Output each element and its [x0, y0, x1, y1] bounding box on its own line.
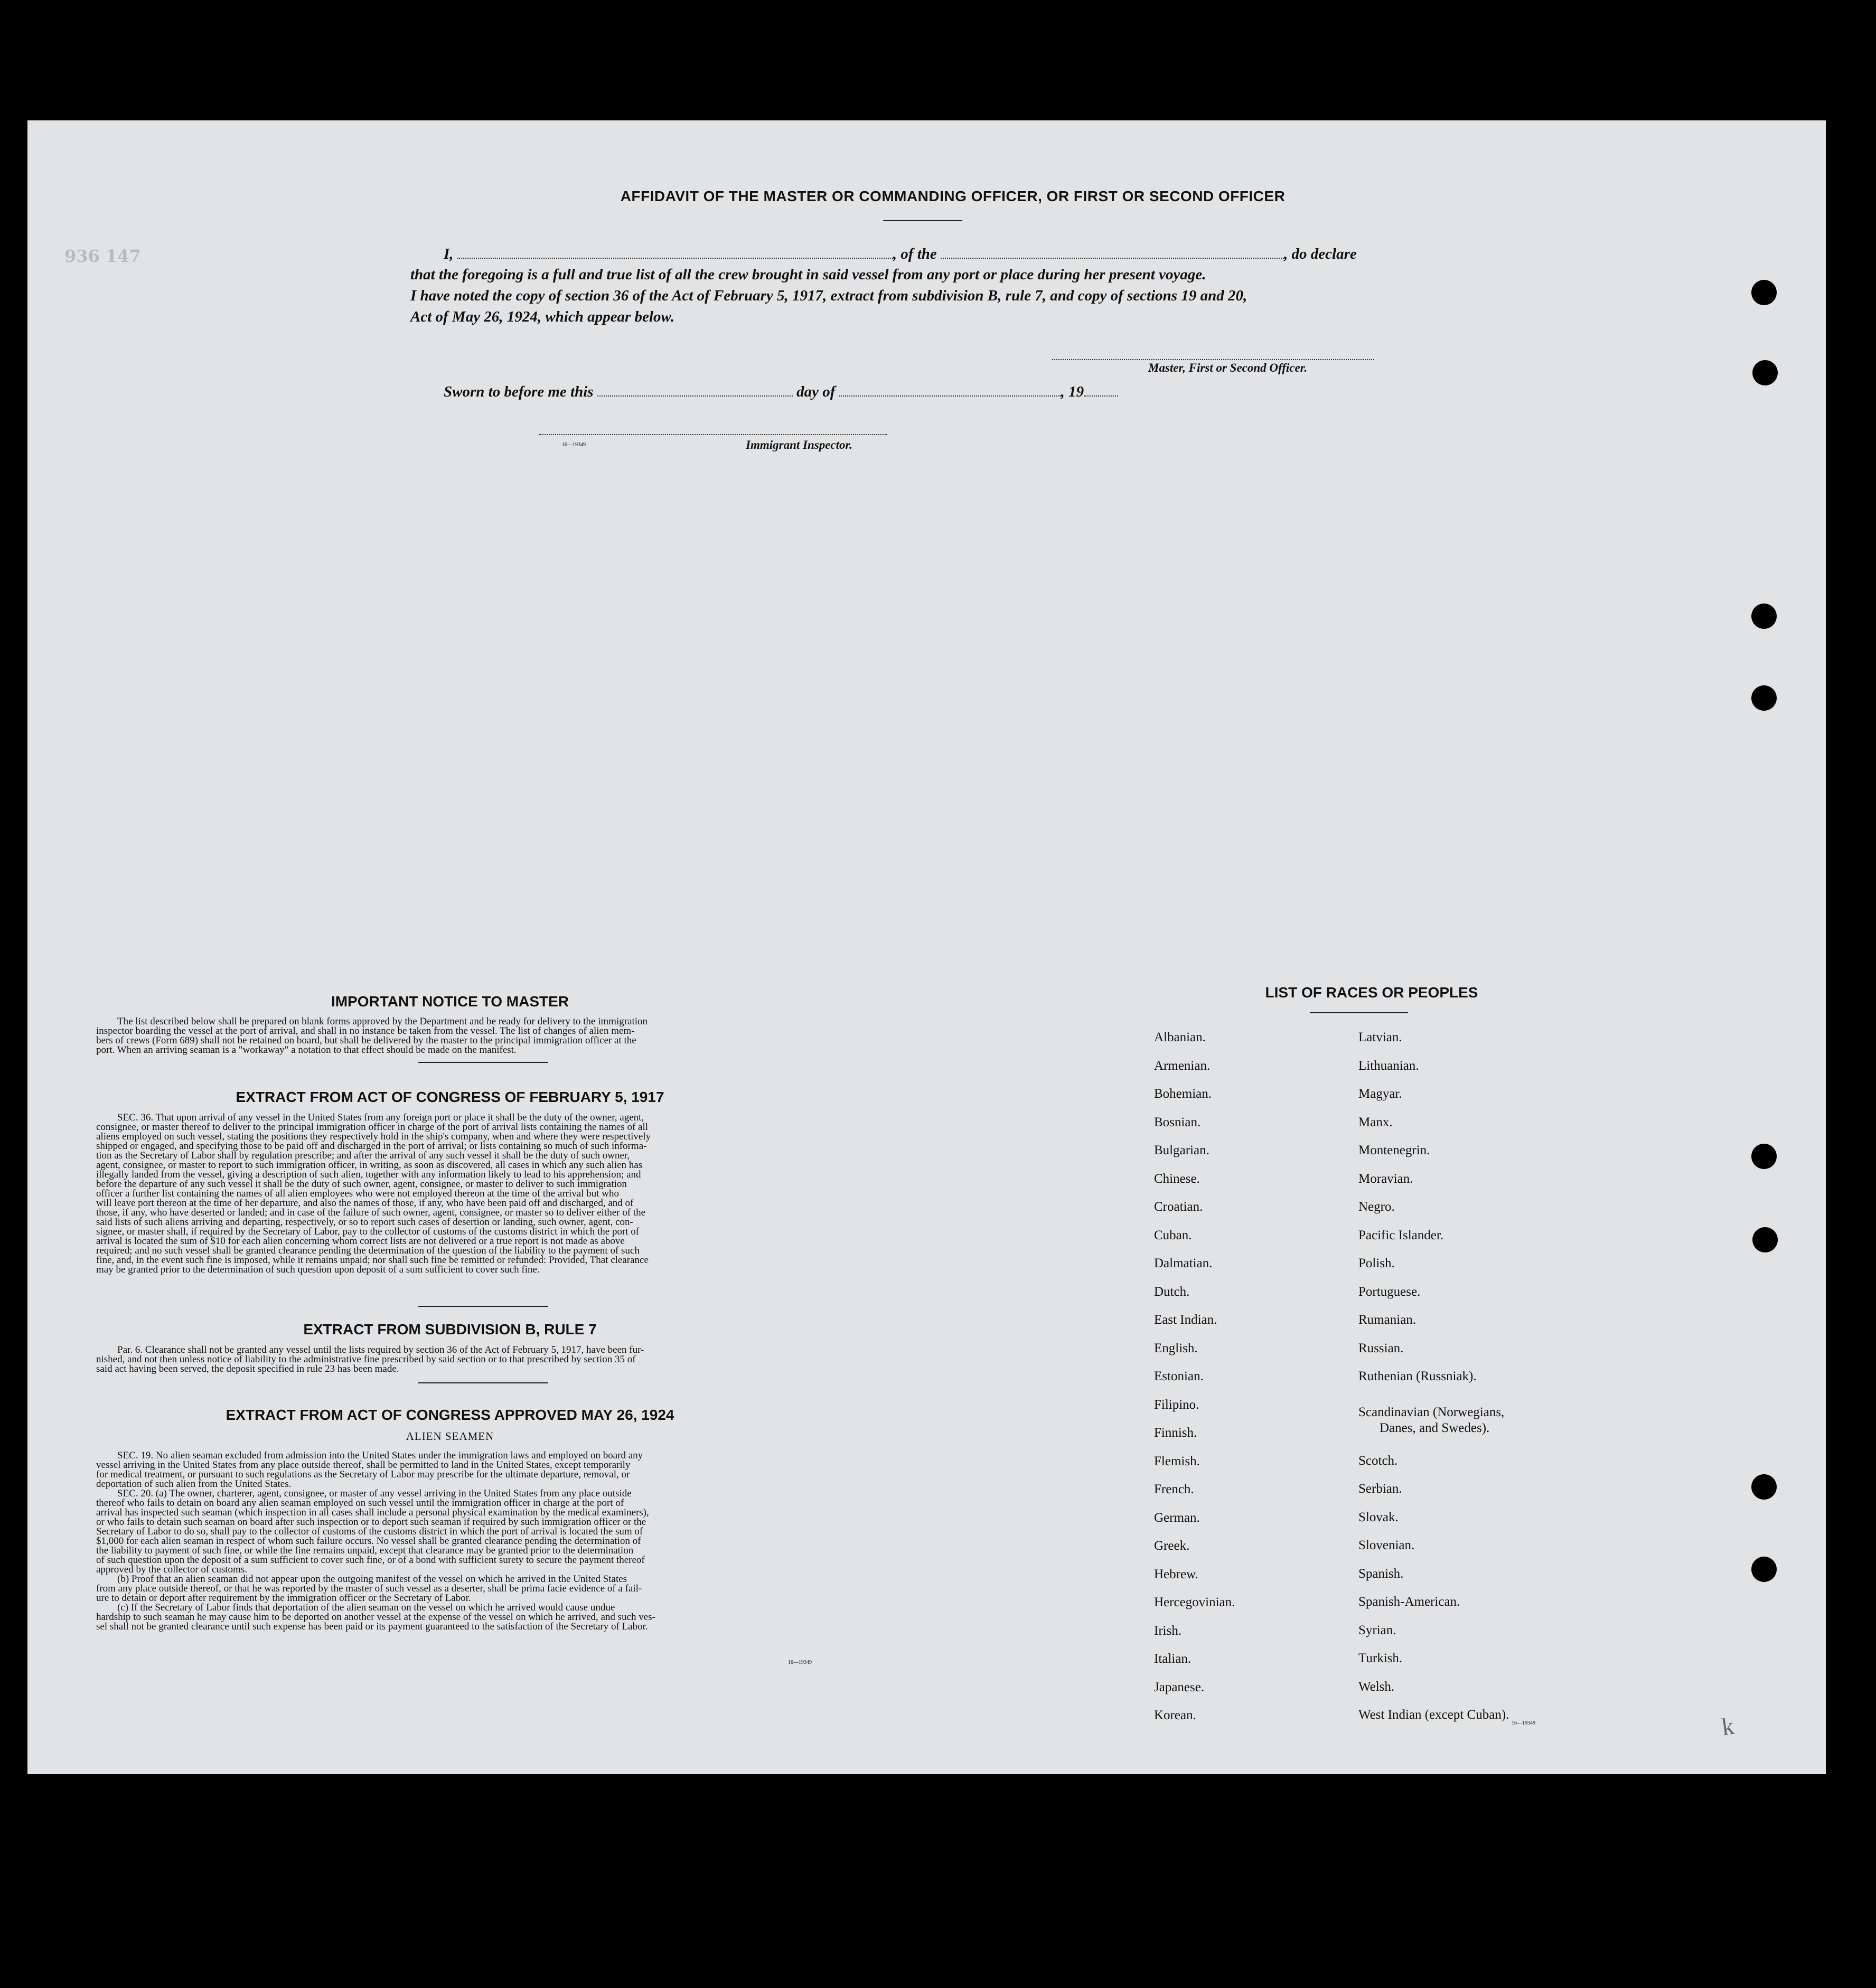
extract-1924-line: arrival has inspected such seaman (which inspection in all cases shall include a personal physical examination by the medical examiners),: [96, 1507, 649, 1518]
extract-1917-line: fine, and, in the event such fine is imposed, while it remains unpaid; nor shall such fine be remitted or refunded: Provided, That clearance: [96, 1255, 649, 1266]
extract-1917-line: before the departure of any such vessel it shall be the duty of such owner, agent, consignee, or master to deliver to such immigration: [96, 1179, 627, 1190]
extract-1917-body: [96, 1113, 878, 1275]
extract-1917-line: may be granted prior to the determination of such question upon deposit of a sum sufficient to cover such fine.: [96, 1264, 540, 1275]
race-item: Scandinavian (Norwegians,: [1358, 1405, 1505, 1419]
extract-1917-line: signee, or master shall, if required by the Secretary of Labor, pay to the collector of customs of the customs district in which the port of: [96, 1226, 640, 1237]
races-right-column: [1358, 1030, 1633, 1736]
faint-stamp-number: 936 147: [64, 246, 141, 266]
punch-hole: [1751, 1557, 1777, 1582]
notice-line: port. When an arriving seaman is a "workaway" a notation to that effect should be made on the manifest.: [96, 1044, 517, 1056]
race-item: Spanish-American.: [1358, 1595, 1460, 1609]
extract-1924-line: vessel arriving in the United States from any place outside thereof, shall be permitted to land in the United States, except temporarily: [96, 1459, 631, 1471]
extract-rule7-line: nished, and not then unless notice of liability to the administrative fine prescribed by said section or to that prescribed by section 35 of: [96, 1354, 636, 1365]
extract-1917-line: aliens employed on such vessel, stating the positions they respectively hold in the ship's company, when and where they were respectively: [96, 1131, 651, 1142]
race-item: Pacific Islander.: [1358, 1228, 1444, 1242]
punch-hole: [1751, 280, 1777, 305]
races-left-column: [1154, 1030, 1344, 1736]
section-divider: [418, 1062, 548, 1063]
race-item: Moravian.: [1358, 1171, 1413, 1186]
notice-line: The list described below shall be prepared on blank forms approved by the Department and be ready for delivery to the immigration: [117, 1016, 648, 1027]
extract-1917-line: tion as the Secretary of Labor shall by regulation prescribe; and after the arrival of any such vessel it shall be the duty of such owner,: [96, 1150, 630, 1161]
affidavit-do-declare: , do declare: [1284, 246, 1357, 262]
race-item: Cuban.: [1154, 1228, 1192, 1242]
race-item: Turkish.: [1358, 1651, 1403, 1665]
extract-1924-body: [96, 1451, 878, 1632]
sworn-line: [444, 381, 1183, 402]
extract-1924-line: (c) If the Secretary of Labor finds that deportation of the alien seaman on the vessel on which he arrived would cause undue: [117, 1602, 615, 1613]
race-item: Lithuanian.: [1358, 1058, 1419, 1073]
race-item: Slovenian.: [1358, 1538, 1415, 1552]
sworn-day-of: day of: [796, 383, 836, 400]
extract-1924-line: thereof who fails to detain on board any alien seaman employed on such vessel until the immigration officer in charge at the port of: [96, 1497, 624, 1509]
notice-line: inspector boarding the vessel at the port of arrival, and shall in no instance be taken from the vessel. The list of changes of alien mem-: [96, 1025, 635, 1037]
extract-1917-title: EXTRACT FROM ACT OF CONGRESS OF FEBRUARY 5, 1917: [236, 1089, 664, 1105]
extract-1917-line: shipped or engaged, and specifying those to be paid off and discharged in the port of arrival; or lists containing so much of such informa-: [96, 1141, 647, 1152]
race-item: Scotch.: [1358, 1453, 1398, 1468]
affidavit-i: I,: [444, 246, 454, 262]
extract-1924-line: approved by the collector of customs.: [96, 1564, 247, 1575]
race-item: Chinese.: [1154, 1171, 1200, 1186]
race-item: Polish.: [1358, 1256, 1395, 1270]
punch-hole: [1751, 604, 1777, 629]
race-item: Spanish.: [1358, 1566, 1404, 1581]
punch-hole: [1751, 685, 1777, 711]
extract-1917-line: arrival is located the sum of $10 for each alien concerning whom correct lists are not delivered or a true report is not made as above: [96, 1236, 625, 1247]
margin-mark: k: [1720, 1712, 1736, 1741]
extract-1924-line: ure to detain or deport after requirement by the immigration officer or the Secretary of Labor.: [96, 1593, 471, 1604]
extract-1917-line: SEC. 36. That upon arrival of any vessel in the United States from any foreign port or place it shall be the duty of the owner, agent,: [117, 1112, 644, 1123]
punch-hole: [1752, 360, 1778, 385]
extract-1917-line: consignee, or master thereof to deliver to the principal immigration officer in charge of the port of arrival lists containing the names of all: [96, 1122, 649, 1133]
affidavit-of-the: , of the: [893, 246, 937, 262]
section-divider: [418, 1306, 548, 1307]
race-item: Latvian.: [1358, 1030, 1402, 1044]
race-item: Magyar.: [1358, 1087, 1402, 1101]
affidavit-line-2: that the foregoing is a full and true list of all the crew brought in said vessel from any port or place during her present voyage.: [410, 266, 1206, 283]
extract-1917-line: required; and no such vessel shall be granted clearance pending the determination of the question of the liability to the payment of such: [96, 1245, 640, 1256]
inspector-signature-line[interactable]: [539, 434, 887, 435]
sworn-day-blank[interactable]: [597, 384, 793, 397]
form-number-top: 16—19349: [562, 442, 586, 448]
race-item: German.: [1154, 1510, 1200, 1525]
notice-title: IMPORTANT NOTICE TO MASTER: [331, 993, 569, 1010]
alien-seamen-subtitle: ALIEN SEAMEN: [406, 1430, 494, 1443]
race-item: Manx.: [1358, 1115, 1393, 1129]
race-item: Dalmatian.: [1154, 1256, 1213, 1270]
race-item: Greek.: [1154, 1539, 1190, 1553]
race-item: English.: [1154, 1341, 1198, 1355]
race-item: Rumanian.: [1358, 1313, 1417, 1327]
extract-1917-line: officer a further list containing the names of all alien employees who were not employed thereon at the time of the arrival but who: [96, 1188, 619, 1199]
race-item: Portuguese.: [1358, 1284, 1421, 1299]
extract-1917-line: said lists of such aliens arriving and departing, respectively, or so to report such cases of desertion or landing, such owner, agent, con-: [96, 1217, 633, 1228]
affidavit-line-3: I have noted the copy of section 36 of the Act of February 5, 1917, extract from subdivision B, rule 7, and copy of sections 19 and 20,: [410, 287, 1247, 304]
affidavit-line-1: [444, 243, 1479, 266]
race-item: Negro.: [1358, 1200, 1395, 1214]
race-item: Serbian.: [1358, 1482, 1402, 1496]
sworn-prefix: Sworn to before me this: [444, 383, 594, 400]
races-divider: [1310, 1012, 1408, 1013]
extract-1924-line: sel shall not be granted clearance until such expense has been paid or its payment guaranteed to the satisfaction of the Secretary of Labor.: [96, 1621, 648, 1632]
punch-hole: [1751, 1144, 1777, 1169]
extract-1924-line: from any place outside thereof, or that he was reported by the master of such vessel as a deserter, shall be prima facie evidence of a fail-: [96, 1583, 642, 1594]
affidavit-line-4: Act of May 26, 1924, which appear below.: [410, 308, 674, 325]
extract-1924-line: SEC. 19. No alien seaman excluded from admission into the United States under the immigration laws and employed on board any: [117, 1450, 643, 1461]
extract-1924-line: deportation of such alien from the United States.: [96, 1478, 292, 1490]
inspector-signature-label: Immigrant Inspector.: [746, 438, 852, 451]
races-title: LIST OF RACES OR PEOPLES: [1265, 984, 1478, 1001]
extract-1917-line: agent, consignee, or master to report to such immigration officer, in writing, as soon as discovered, all cases in which any such alien has: [96, 1160, 643, 1171]
race-item: Montenegrin.: [1358, 1143, 1430, 1157]
extract-1917-line: will leave port thereon at the time of her departure, and also the names of those, if any, who have been paid off and discharged, and of: [96, 1198, 634, 1209]
race-item: Syrian.: [1358, 1623, 1396, 1637]
race-item: Finnish.: [1154, 1426, 1197, 1440]
extract-rule7-body: [96, 1345, 878, 1374]
section-divider: [418, 1382, 548, 1383]
race-item: Armenian.: [1154, 1058, 1211, 1073]
extract-1924-line: or who fails to detain such seaman on board after such inspection or to deport such seaman if required by such immigration officer or the: [96, 1516, 646, 1528]
extract-1924-line: for medical treatment, or pursuant to such regulations as the Secretary of Labor may prescribe for the ultimate departure, removal, or: [96, 1469, 630, 1480]
race-item: Ruthenian (Russniak).: [1358, 1369, 1477, 1383]
extract-1924-title: EXTRACT FROM ACT OF CONGRESS APPROVED MAY 26, 1924: [226, 1407, 674, 1423]
vessel-name-blank[interactable]: [941, 246, 1284, 259]
race-item: Italian.: [1154, 1652, 1192, 1666]
punch-hole: [1752, 1227, 1778, 1252]
extract-1924-line: of such question upon the deposit of a sum sufficient to cover such fine, or of a bond with sufficient surety to secure the payment thereof: [96, 1554, 645, 1566]
affidavit-title: AFFIDAVIT OF THE MASTER OR COMMANDING OFFICER, OR FIRST OR SECOND OFFICER: [620, 188, 1286, 204]
race-item: Bulgarian.: [1154, 1143, 1209, 1157]
race-item: Croatian.: [1154, 1200, 1203, 1214]
race-item: Hebrew.: [1154, 1567, 1198, 1581]
race-item: French.: [1154, 1482, 1194, 1496]
extract-1924-line: (b) Proof that an alien seaman did not appear upon the outgoing manifest of the vessel on which he arrived in the United States: [117, 1574, 627, 1585]
race-item: West Indian (except Cuban).: [1358, 1708, 1509, 1722]
race-item-continuation: Danes, and Swedes).: [1380, 1420, 1490, 1435]
punch-hole: [1751, 1474, 1777, 1500]
extract-1917-line: those, if any, who have deserted or landed; and in case of the failure of such owner, agent, consignee, or master so to deliver either of the: [96, 1207, 645, 1218]
master-signature-label: Master, First or Second Officer.: [1148, 361, 1308, 374]
extract-rule7-line: said act having been served, the deposit specified in rule 23 has been made.: [96, 1363, 399, 1374]
extract-1917-line: illegally landed from the vessel, giving a description of such alien, together with any information likely to lead to his apprehension; and: [96, 1169, 641, 1180]
sworn-year-label: , 19: [1061, 383, 1084, 400]
extract-1924-line: Secretary of Labor to do so, shall pay to the collector of customs of the customs district in which the port of arrival is located the sum of: [96, 1526, 643, 1537]
race-item: Flemish.: [1154, 1454, 1200, 1468]
declarant-name-blank[interactable]: [457, 246, 893, 259]
form-number-extract: 16—19349: [788, 1660, 812, 1665]
extract-rule7-title: EXTRACT FROM SUBDIVISION B, RULE 7: [303, 1321, 597, 1337]
race-item: Estonian.: [1154, 1369, 1204, 1383]
race-item: Slovak.: [1358, 1510, 1399, 1524]
sworn-month-blank[interactable]: [839, 384, 1061, 397]
race-item: Albanian.: [1154, 1030, 1206, 1044]
race-item: Bosnian.: [1154, 1115, 1201, 1129]
notice-body: [96, 1017, 878, 1055]
notice-line: bers of crews (Form 689) shall not be retained on board, but shall be delivered by the master to the principal immigration officer at the: [96, 1035, 636, 1046]
race-item: Hercegovinian.: [1154, 1595, 1235, 1609]
race-item: Bohemian.: [1154, 1087, 1212, 1101]
race-item: East Indian.: [1154, 1313, 1217, 1327]
race-item: Russian.: [1358, 1341, 1404, 1355]
race-item: Irish.: [1154, 1623, 1182, 1638]
race-item: Welsh.: [1358, 1679, 1395, 1694]
extract-1924-line: $1,000 for each alien seaman in respect of whom such failure occurs. No vessel shall be granted clearance pending the determination of: [96, 1535, 641, 1547]
document-page: [27, 120, 1826, 1774]
race-item: Dutch.: [1154, 1284, 1190, 1299]
form-number-races: 16—19349: [1512, 1720, 1535, 1726]
extract-1924-line: the liability to payment of such fine, or while the fine remains unpaid, except that clearance may be granted prior to the determination: [96, 1545, 634, 1556]
race-item: Japanese.: [1154, 1680, 1205, 1694]
title-divider: [883, 220, 962, 221]
race-item: Korean.: [1154, 1708, 1196, 1722]
race-item: Filipino.: [1154, 1397, 1199, 1412]
extract-1924-line: SEC. 20. (a) The owner, charterer, agent, consignee, or master of any vessel arriving in the United States from any place outside: [117, 1488, 632, 1499]
extract-rule7-line: Par. 6. Clearance shall not be granted any vessel until the lists required by section 36 of the Act of February 5, 1917, have been fur-: [117, 1344, 644, 1355]
extract-1924-line: hardship to such seaman he may cause him to be deported on another vessel at the expense of the vessel on which he arrived, and such ves-: [96, 1612, 655, 1623]
master-signature-line[interactable]: [1052, 359, 1374, 360]
sworn-year-blank[interactable]: [1084, 384, 1118, 397]
